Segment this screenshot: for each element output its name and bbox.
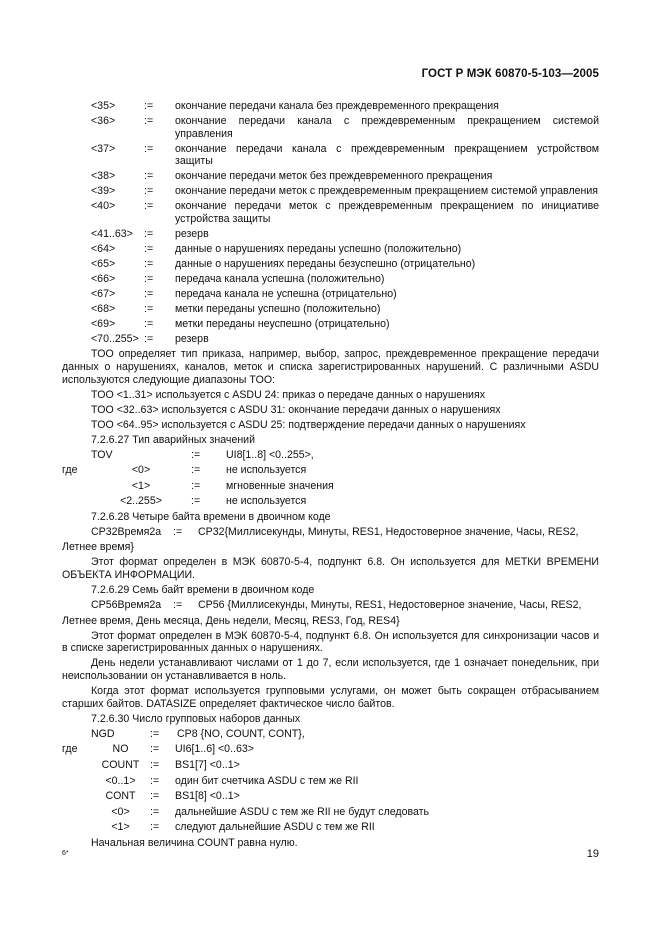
section-heading-7-2-6-30: 7.2.6.30 Число групповых наборов данных — [91, 712, 301, 725]
cp56-paragraph: День недели устанавливают числами от 1 до 7, если используется, где 1 означает понедельник, при неиспользовании он устанавливается в ноль. — [62, 657, 599, 683]
assign-operator: := — [150, 727, 160, 740]
assign-operator: := — [144, 115, 154, 127]
definition-key: <38> — [91, 170, 116, 183]
where-label — [62, 495, 91, 511]
assign-operator: := — [144, 333, 154, 346]
definition-key: <36> — [91, 115, 116, 127]
cp56-paragraph: Этот формат определен в МЭК 60870-5-4, подпункт 6.8. Он используется для синхронизации часов и в списке зарегистрированных данных о нарушениях. — [62, 629, 599, 655]
section-heading-7-2-6-28: 7.2.6.28 Четыре байта времени в двоичном коде — [91, 510, 331, 523]
definition-key: <35> — [91, 100, 116, 112]
assign-operator: := — [191, 448, 201, 461]
formula-value: CP8 {NO, COUNT, CONT}, — [177, 727, 305, 740]
assign-operator: := — [144, 200, 154, 213]
assign-operator: := — [191, 495, 201, 508]
definition-key: <70..255> — [91, 333, 139, 346]
tov-definition-block — [62, 449, 599, 511]
definition-row — [62, 170, 599, 183]
indent-spacer — [62, 599, 91, 615]
formula-row — [62, 759, 599, 775]
definition-key: <65> — [91, 258, 116, 271]
definition-row — [62, 258, 599, 271]
assign-operator: := — [173, 599, 183, 612]
formula-name: CONT — [105, 790, 136, 803]
definition-row — [62, 200, 599, 225]
formula-value: BS1[7] <0..1> — [175, 759, 240, 772]
formula-value: CP32{Миллисекунды, Минуты, RES1, Недостоверное значение, Часы, RES2, — [198, 525, 579, 538]
assign-operator: := — [191, 464, 201, 477]
page-content — [62, 100, 599, 852]
definition-text: метки переданы неуспешно (отрицательно) — [175, 318, 390, 331]
cp56-definition — [62, 599, 599, 615]
definition-row — [62, 100, 599, 113]
assign-operator: := — [144, 288, 154, 301]
formula-value: не используется — [226, 464, 307, 477]
assign-operator: := — [144, 142, 154, 155]
cp32-definition — [62, 526, 599, 542]
definition-key: <67> — [91, 288, 116, 301]
assign-operator: := — [150, 821, 160, 834]
formula-continuation: Летнее время, День месяца, День недели, Месяц, RES3, Год, RES4} — [62, 614, 400, 627]
formula-value: не используется — [226, 495, 307, 508]
cp56-paragraph: Когда этот формат используется групповыми услугами, он может быть сокращен отбрасыванием старших байтов. DATASIZE определяет фактическое число байтов. — [62, 685, 599, 710]
where-label — [62, 728, 91, 744]
formula-row — [62, 775, 599, 791]
definition-key: <68> — [91, 303, 116, 316]
definition-row — [62, 333, 599, 346]
definition-row — [62, 273, 599, 286]
definition-row — [62, 115, 599, 140]
too-range-line: TOO <1..31> используется с ASDU 24: приказ о передаче данных о нарушениях — [91, 388, 486, 401]
definition-list — [62, 100, 599, 346]
definition-key: <64> — [91, 243, 116, 256]
formula-name: <0> — [111, 805, 130, 818]
where-label: где — [62, 464, 78, 477]
assign-operator: := — [144, 273, 154, 286]
assign-operator: := — [173, 525, 183, 538]
definition-text: данные о нарушениях переданы успешно (положительно) — [175, 243, 462, 256]
formula-name: <1> — [131, 479, 151, 492]
ngd-definition-block — [62, 728, 599, 837]
where-label — [62, 806, 91, 822]
formula-value: BS1[8] <0..1> — [175, 790, 240, 803]
assign-operator: := — [144, 170, 154, 183]
formula-row — [62, 790, 599, 806]
formula-row — [62, 495, 599, 511]
assign-operator: := — [150, 759, 160, 772]
formula-value: UI8[1..8] <0..255>, — [226, 448, 314, 461]
where-label — [62, 790, 91, 806]
too-intro-paragraph: TOO определяет тип приказа, например, выбор, запрос, преждевременное прекращение передачи данных о нарушениях, каналов, меток и списка зарегистрированных нарушений. С различными ASDU используются следующие диапазоны TOO: — [62, 348, 599, 386]
formula-row — [62, 743, 599, 759]
assign-operator: := — [150, 805, 160, 818]
definition-row — [62, 243, 599, 256]
formula-value: следуют дальнейшие ASDU с тем же RII — [175, 821, 375, 834]
formula-name: <2..255> — [120, 495, 162, 508]
definition-text: окончание передачи канала с преждевременным прекращением устройством защиты — [175, 142, 599, 168]
definition-row — [62, 185, 599, 198]
assign-operator: := — [191, 479, 201, 492]
assign-operator: := — [144, 318, 154, 331]
assign-operator: := — [150, 743, 160, 756]
definition-text: окончание передачи канала с преждевременным прекращением системой управления — [175, 115, 599, 140]
assign-operator: := — [144, 258, 154, 271]
section-heading-7-2-6-27: 7.2.6.27 Тип аварийных значений — [91, 433, 256, 446]
definition-text: передача канала успешна (положительно) — [175, 273, 385, 286]
definition-text: данные о нарушениях переданы безуспешно (отрицательно) — [175, 258, 476, 271]
definition-row — [62, 288, 599, 301]
formula-name: NGD — [91, 727, 115, 740]
assign-operator: := — [144, 303, 154, 316]
section-heading-7-2-6-29: 7.2.6.29 Семь байт времени в двоичном коде — [91, 584, 315, 597]
where-label: где — [62, 743, 78, 756]
definition-text: окончание передачи меток с преждевременным прекращением системой управления — [175, 185, 599, 198]
definition-text: метки переданы успешно (положительно) — [175, 303, 381, 316]
formula-value: CP56 {Миллисекунды, Минуты, RES1, Недостоверное значение, Часы, RES2, — [198, 599, 582, 612]
formula-row — [62, 480, 599, 496]
definition-row — [62, 318, 599, 331]
definition-key: <66> — [91, 273, 116, 286]
definition-row — [62, 143, 599, 168]
formula-name: TOV — [91, 448, 113, 461]
formula-name: <0..1> — [105, 774, 136, 787]
definition-key: <41..63> — [91, 228, 133, 241]
definition-text: окончание передачи меток с преждевременным прекращением по инициативе устройства защиты — [175, 200, 599, 226]
formula-row — [62, 728, 599, 744]
formula-row — [62, 806, 599, 822]
where-label — [62, 759, 91, 775]
formula-row — [62, 821, 599, 837]
definition-key: <69> — [91, 318, 116, 331]
definition-key: <37> — [91, 142, 116, 155]
assign-operator: := — [144, 228, 154, 241]
formula-name: <0> — [131, 464, 151, 477]
formula-name: CP32Время2а — [91, 525, 162, 538]
definition-text: резерв — [175, 333, 209, 346]
formula-name: <1> — [111, 821, 130, 834]
print-mark: 6* — [62, 850, 69, 857]
definition-text: окончание передачи канала без преждевременного прекращения — [175, 100, 499, 112]
page-number: 19 — [586, 848, 599, 860]
where-label — [62, 480, 91, 496]
too-range-line: TOO <32..63> используется с ASDU 31: окончание передачи данных о нарушениях — [91, 403, 501, 416]
formula-value: дальнейшие ASDU с тем же RII не будут следовать — [175, 805, 430, 818]
where-label — [62, 821, 91, 837]
where-label — [62, 449, 91, 465]
definition-row — [62, 228, 599, 241]
formula-value: UI6[1..6] <0..63> — [175, 743, 254, 756]
definition-text: окончание передачи меток без преждевременного прекращения — [175, 170, 493, 183]
assign-operator: := — [144, 100, 154, 112]
definition-key: <40> — [91, 200, 116, 213]
assign-operator: := — [150, 774, 160, 787]
assign-operator: := — [144, 185, 154, 198]
formula-name: COUNT — [101, 759, 140, 772]
indent-spacer — [62, 526, 91, 542]
formula-row — [62, 464, 599, 480]
definition-text: резерв — [175, 228, 209, 241]
formula-name: NO — [112, 743, 129, 756]
formula-continuation: Летнее время} — [62, 541, 134, 554]
formula-row — [62, 449, 599, 465]
formula-name: CP56Время2а — [91, 599, 162, 612]
document-header: ГОСТ Р МЭК 60870-5-103—2005 — [421, 68, 599, 80]
too-range-line: TOO <64..95> используется с ASDU 25: подтверждение передачи данных о нарушениях — [91, 418, 526, 431]
count-initial-note: Начальная величина COUNT равна нулю. — [91, 837, 298, 850]
where-label — [62, 775, 91, 791]
definition-text: передача канала не успешна (отрицательно) — [175, 288, 397, 301]
assign-operator: := — [150, 790, 160, 803]
formula-value: мгновенные значения — [226, 479, 334, 492]
definition-key: <39> — [91, 185, 116, 198]
assign-operator: := — [144, 243, 154, 256]
cp32-description: Этот формат определен в МЭК 60870-5-4, подпункт 6.8. Он используется для МЕТКИ ВРЕМЕНИ ОБЪЕКТА ИНФОРМАЦИИ. — [62, 556, 599, 582]
formula-value: один бит счетчика ASDU с тем же RII — [175, 774, 359, 787]
definition-row — [62, 303, 599, 316]
